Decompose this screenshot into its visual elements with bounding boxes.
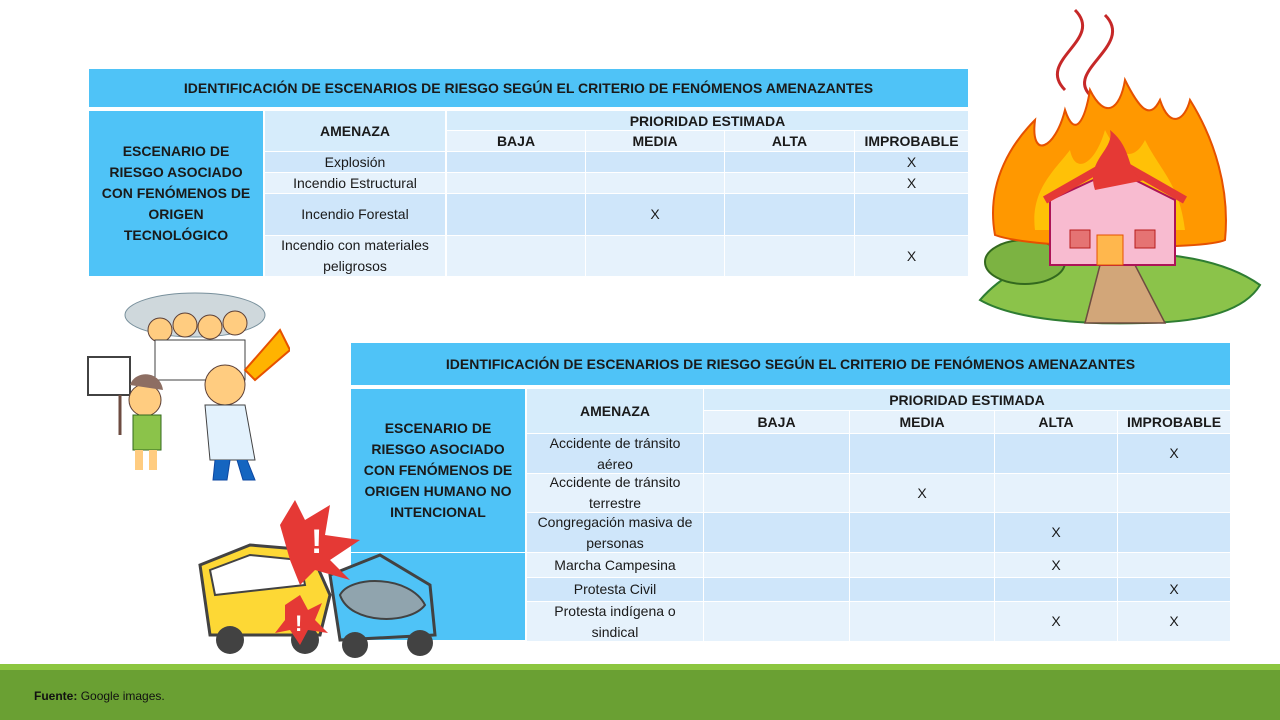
table-cell: X xyxy=(855,173,968,193)
table2-title: IDENTIFICACIÓN DE ESCENARIOS DE RIESGO SEGÚN EL CRITERIO DE FENÓMENOS AMENAZANTES xyxy=(351,343,1230,385)
table-cell xyxy=(850,513,994,552)
table-cell xyxy=(447,236,585,276)
table-cell xyxy=(1118,474,1230,512)
table-row-amenaza: Incendio con materiales peligrosos xyxy=(265,236,445,276)
table-cell xyxy=(725,236,854,276)
table1-col-improbable: IMPROBABLE xyxy=(855,131,968,151)
footer-bar xyxy=(0,664,1280,720)
footer-stripe xyxy=(0,664,1280,670)
table-cell: X xyxy=(855,152,968,172)
table-cell xyxy=(704,578,849,601)
table-cell xyxy=(995,434,1117,473)
table-cell: X xyxy=(995,602,1117,641)
table-row-amenaza: Incendio Forestal xyxy=(265,194,445,235)
table1-amenaza-header: AMENAZA xyxy=(265,111,445,151)
table-cell xyxy=(704,434,849,473)
table-cell xyxy=(586,152,724,172)
table-cell: X xyxy=(1118,578,1230,601)
table1-col-alta: ALTA xyxy=(725,131,854,151)
table-cell xyxy=(850,602,994,641)
table-cell xyxy=(704,474,849,512)
table-cell xyxy=(995,474,1117,512)
table1-scenario: ESCENARIO DE RIESGO ASOCIADO CON FENÓMENOS DE ORIGEN TECNOLÓGICO xyxy=(89,111,263,276)
svg-text:!: ! xyxy=(311,523,323,561)
car-crash-icon xyxy=(190,495,450,665)
table2-scenario: ESCENARIO DE RIESGO ASOCIADO CON FENÓMENOS DE ORIGEN HUMANO NO INTENCIONAL xyxy=(351,389,525,552)
table-cell: X xyxy=(855,236,968,276)
table-cell xyxy=(586,173,724,193)
source-label: Fuente: xyxy=(34,689,78,703)
table-cell xyxy=(447,194,585,235)
table1-priority-header: PRIORIDAD ESTIMADA xyxy=(447,111,968,130)
house-fire-icon xyxy=(975,0,1265,325)
table1-col-media: MEDIA xyxy=(586,131,724,151)
table-cell xyxy=(850,553,994,577)
table-row-amenaza: Marcha Campesina xyxy=(527,553,703,577)
table-cell xyxy=(850,434,994,473)
source-note xyxy=(34,689,165,703)
table-cell: X xyxy=(850,474,994,512)
table-cell xyxy=(447,152,585,172)
table2-col-media: MEDIA xyxy=(850,411,994,433)
table-cell: X xyxy=(586,194,724,235)
table-row-amenaza: Congregación masiva de personas xyxy=(527,513,703,552)
table-cell: X xyxy=(995,513,1117,552)
table-row-amenaza: Protesta indígena o sindical xyxy=(527,602,703,641)
svg-text:!: ! xyxy=(295,611,303,636)
table-cell: X xyxy=(1118,434,1230,473)
table-cell xyxy=(725,194,854,235)
table2-col-alta: ALTA xyxy=(995,411,1117,433)
table-cell: X xyxy=(1118,602,1230,641)
table-cell xyxy=(1118,553,1230,577)
table2-col-improbable: IMPROBABLE xyxy=(1118,411,1230,433)
table-cell xyxy=(586,236,724,276)
source-text: Google images. xyxy=(80,689,165,703)
table-cell xyxy=(1118,513,1230,552)
table1-title: IDENTIFICACIÓN DE ESCENARIOS DE RIESGO SEGÚN EL CRITERIO DE FENÓMENOS AMENAZANTES xyxy=(89,69,968,107)
table-row-amenaza: Incendio Estructural xyxy=(265,173,445,193)
table2 xyxy=(351,389,1230,641)
table1-col-baja: BAJA xyxy=(447,131,585,151)
table-cell xyxy=(855,194,968,235)
table-cell: X xyxy=(995,553,1117,577)
table-row-amenaza: Explosión xyxy=(265,152,445,172)
table2-priority-header: PRIORIDAD ESTIMADA xyxy=(704,389,1230,410)
table-cell xyxy=(704,553,849,577)
table-row-amenaza: Accidente de tránsito terrestre xyxy=(527,474,703,512)
table-cell xyxy=(725,173,854,193)
table-cell xyxy=(447,173,585,193)
protest-crowd-icon xyxy=(85,285,290,485)
table2-col-baja: BAJA xyxy=(704,411,849,433)
table-cell xyxy=(995,578,1117,601)
table2-amenaza-header: AMENAZA xyxy=(527,389,703,433)
table-cell xyxy=(850,578,994,601)
table-row-amenaza: Accidente de tránsito aéreo xyxy=(527,434,703,473)
table-cell xyxy=(704,602,849,641)
table-cell xyxy=(704,513,849,552)
table1 xyxy=(89,111,968,276)
table-cell xyxy=(725,152,854,172)
table-row-amenaza: Protesta Civil xyxy=(527,578,703,601)
